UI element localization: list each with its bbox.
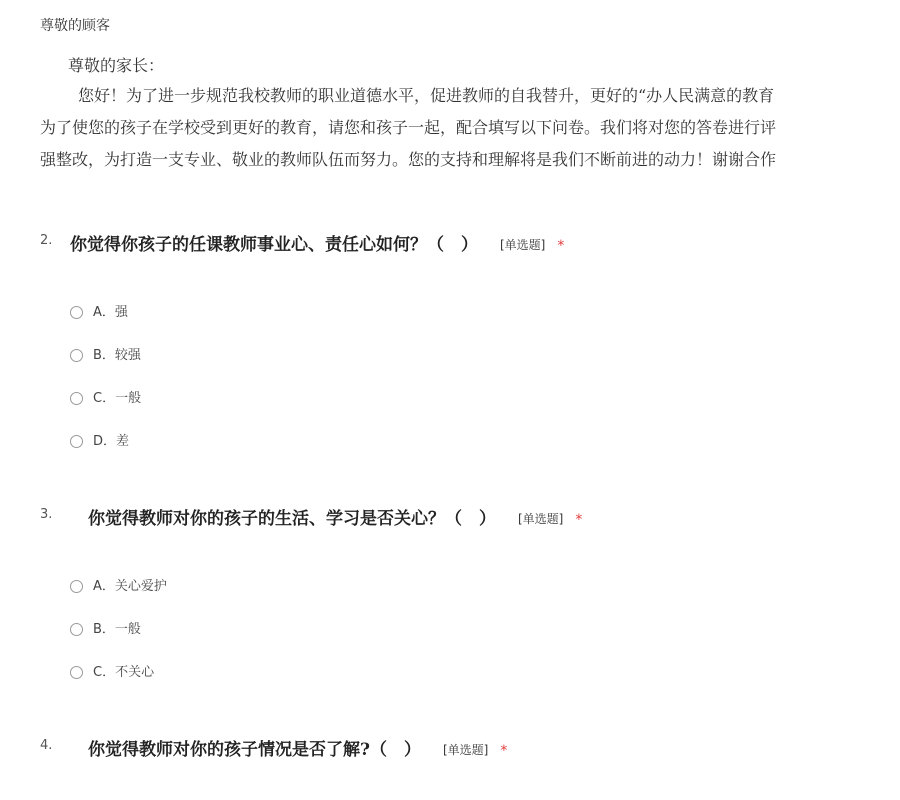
radio-button[interactable]	[70, 306, 83, 319]
intro-line: 强整改，为打造一支专业、敬业的教师队伍而努力。您的支持和理解将是我们不断前进的动力！谢谢合作	[40, 150, 777, 169]
question-number: 2.	[40, 233, 53, 248]
option-label: A．强	[93, 305, 128, 320]
option-a[interactable]	[70, 305, 141, 348]
options-list	[70, 579, 167, 708]
option-label: A．关心爱护	[93, 579, 167, 594]
option-label: D．差	[93, 434, 130, 449]
question-title-text: 你觉得你孩子的任课教师事业心、责任心如何？（ ）	[70, 235, 478, 255]
option-label: B．一般	[93, 622, 141, 637]
option-label: C．不关心	[93, 665, 155, 680]
intro-line: 为了使您的孩子在学校受到更好的教育，请您和孩子一起，配合填写以下问卷。我们将对您的答卷进行评	[40, 118, 777, 137]
question-type-badge: [单选题]	[518, 512, 564, 526]
question-title-text: 你觉得教师对你的孩子的生活、学习是否关心？（ ）	[88, 509, 496, 529]
question-title	[88, 735, 507, 760]
radio-button[interactable]	[70, 349, 83, 362]
radio-button[interactable]	[70, 623, 83, 636]
question-number: 4.	[40, 738, 53, 753]
option-c[interactable]	[70, 665, 167, 708]
option-b[interactable]	[70, 348, 141, 391]
question-header	[40, 735, 900, 761]
option-d[interactable]	[70, 434, 141, 477]
question-header	[40, 230, 900, 256]
question-3	[40, 504, 900, 680]
radio-button[interactable]	[70, 580, 83, 593]
required-asterisk: *	[575, 512, 583, 528]
question-2	[40, 230, 900, 449]
question-4	[40, 735, 900, 761]
intro-section	[40, 52, 900, 176]
question-number: 3.	[40, 507, 53, 522]
question-title-text: 你觉得教师对你的孩子情况是否了解?（ ）	[88, 740, 421, 760]
radio-button[interactable]	[70, 435, 83, 448]
intro-greeting: 尊敬的家长：	[68, 56, 165, 75]
page-title: 尊敬的顾客	[40, 18, 110, 34]
option-label: C．一般	[93, 391, 142, 406]
options-list	[70, 305, 141, 477]
question-type-badge: [单选题]	[500, 238, 546, 252]
radio-button[interactable]	[70, 666, 83, 679]
option-c[interactable]	[70, 391, 141, 434]
option-a[interactable]	[70, 579, 167, 622]
radio-button[interactable]	[70, 392, 83, 405]
question-header	[40, 504, 900, 530]
required-asterisk: *	[500, 743, 508, 759]
intro-line: 您好！为了进一步规范我校教师的职业道德水平，促进教师的自我替升，更好的“办人民满意的教育	[78, 86, 775, 105]
required-asterisk: *	[557, 238, 565, 254]
question-type-badge: [单选题]	[442, 743, 489, 757]
question-title	[88, 504, 582, 529]
option-label: B．较强	[93, 348, 141, 363]
option-b[interactable]	[70, 622, 167, 665]
question-title	[70, 230, 564, 255]
